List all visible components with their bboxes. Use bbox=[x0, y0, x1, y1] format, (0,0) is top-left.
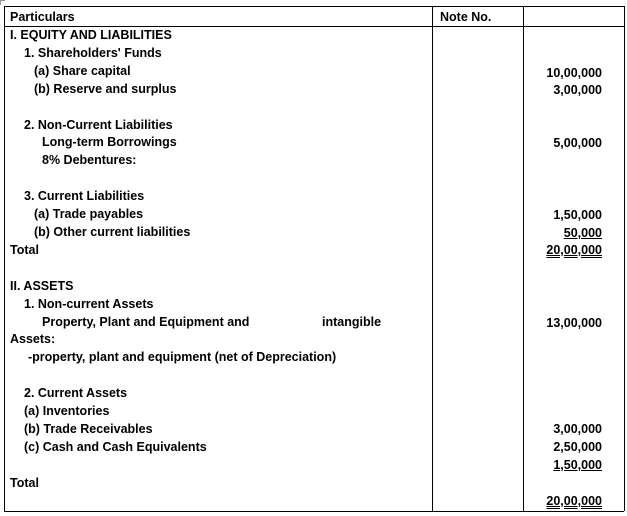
balance-sheet-table bbox=[4, 6, 624, 511]
row-label-long-term-borrowings: Long-term Borrowings bbox=[42, 135, 177, 149]
group-non-current-assets: 1. Non-current Assets bbox=[24, 297, 154, 311]
row-label-ppe-part-a: Property, Plant and Equipment and bbox=[42, 315, 250, 329]
section-heading-assets: II. ASSETS bbox=[10, 279, 74, 293]
cell-corner-marker bbox=[0, 0, 5, 5]
group-shareholders-funds: 1. Shareholders' Funds bbox=[24, 46, 162, 60]
header-particulars: Particulars bbox=[10, 10, 75, 24]
row-value-total-assets: 20,00,000 bbox=[546, 494, 602, 508]
row-value-cash-a: 2,50,000 bbox=[553, 440, 602, 454]
table-border-right bbox=[624, 6, 625, 511]
row-label-ppe-net: -property, plant and equipment (net of Depreciation) bbox=[28, 350, 337, 364]
row-value-total-liabilities: 20,00,000 bbox=[546, 243, 602, 257]
table-border-top bbox=[4, 6, 624, 7]
row-value-trade-receivables: 3,00,000 bbox=[553, 422, 602, 436]
row-value-ppe: 13,00,000 bbox=[546, 316, 602, 330]
row-label-assets-colon: Assets: bbox=[10, 332, 56, 346]
row-label-cash: (c) Cash and Cash Equivalents bbox=[24, 440, 207, 454]
row-label-debentures: 8% Debentures: bbox=[42, 153, 137, 167]
row-value-other-current-liabilities: 50,000 bbox=[563, 226, 602, 240]
row-label-total-assets: Total bbox=[10, 476, 39, 490]
row-value-share-capital: 10,00,000 bbox=[546, 66, 602, 80]
table-border-left bbox=[4, 6, 5, 511]
header-note-no: Note No. bbox=[440, 10, 492, 24]
group-current-liabilities: 3. Current Liabilities bbox=[24, 189, 145, 203]
row-label-trade-receivables: (b) Trade Receivables bbox=[24, 422, 153, 436]
row-value-long-term-borrowings: 5,00,000 bbox=[553, 136, 602, 150]
row-value-cash-b: 1,50,000 bbox=[553, 458, 602, 472]
row-label-ppe-part-b: intangible bbox=[322, 315, 382, 329]
row-label-reserve: (b) Reserve and surplus bbox=[34, 82, 177, 96]
row-label-other-current-liabilities: (b) Other current liabilities bbox=[34, 225, 191, 239]
group-non-current-liabilities: 2. Non-Current Liabilities bbox=[24, 118, 173, 132]
row-label-inventories: (a) Inventories bbox=[24, 404, 110, 418]
row-label-share-capital: (a) Share capital bbox=[34, 64, 131, 78]
table-border-bottom bbox=[4, 511, 624, 512]
section-heading-equity: I. EQUITY AND LIABILITIES bbox=[10, 28, 172, 42]
column-divider-note bbox=[432, 6, 433, 511]
row-label-trade-payables: (a) Trade payables bbox=[34, 207, 144, 221]
row-value-reserve: 3,00,000 bbox=[553, 83, 602, 97]
row-label-total-liabilities: Total bbox=[10, 243, 39, 257]
group-current-assets: 2. Current Assets bbox=[24, 386, 128, 400]
row-value-trade-payables: 1,50,000 bbox=[553, 208, 602, 222]
